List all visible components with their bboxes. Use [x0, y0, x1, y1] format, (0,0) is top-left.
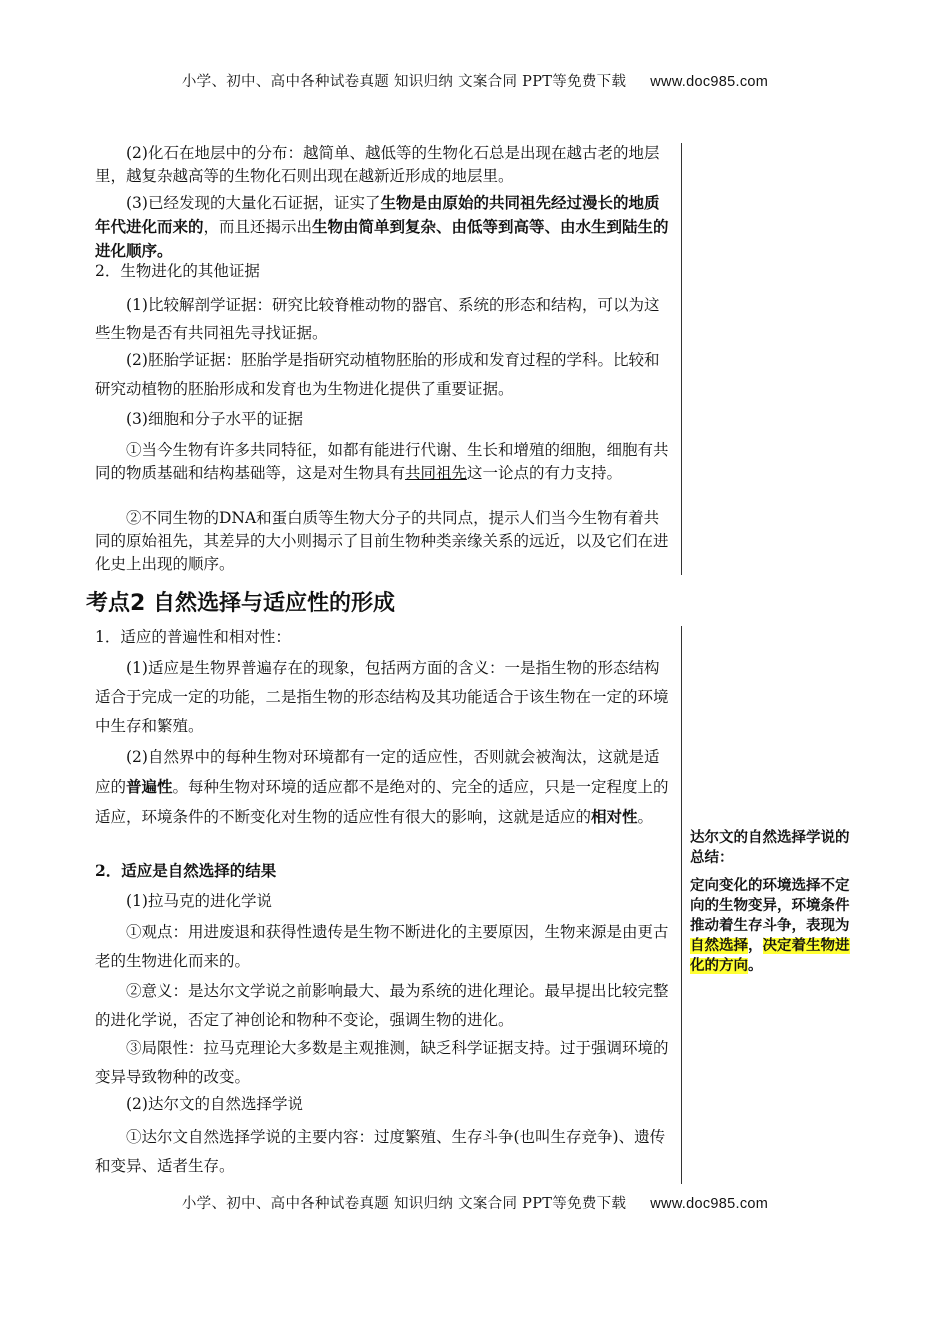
section-title: 考点2 自然选择与适应性的形成 — [86, 591, 395, 616]
darwin-content-paragraph: ①达尔文自然选择学说的主要内容：过度繁殖、生存斗争(也叫生存竞争)、遗传和变异、适者生存。 — [95, 1128, 666, 1175]
fossil-evidence-mid: ，而且还揭示出 — [203, 218, 313, 236]
sidenote-separator: ， — [748, 938, 763, 954]
fossil-evidence-prefix: (3)已经发现的大量化石证据，证实了 — [126, 194, 381, 212]
fossil-evidence-bold2: 生物由简单到复杂、由低等到高等、由水生到陆生的进化顺序。 — [95, 217, 669, 260]
page-footer — [0, 1192, 950, 1213]
adaptation-2-bold-relativity: 相对性 — [591, 807, 638, 826]
margin-rule-bottom — [681, 626, 682, 1184]
footer-text: 小学、初中、高中各种试卷真题 知识归纳 文案合同 PPT等免费下载 — [181, 1196, 627, 1212]
adaptation-paragraph-1: (1)适应是生物界普遍存在的现象，包括两方面的含义：一是指生物的形态结构适合于完成一定的功能，二是指生物的形态结构及其功能适合于该生物在一定的环境中生存和繁殖。 — [95, 659, 669, 735]
fossil-evidence-paragraph — [95, 191, 673, 263]
sidenote-body — [690, 876, 860, 976]
header-site-link[interactable]: www.doc985.com — [650, 74, 769, 90]
comparative-anatomy-paragraph: (1)比较解剖学证据：研究比较脊椎动物的器官、系统的形态和结构，可以为这些生物是否有共同祖先寻找证据。 — [95, 296, 660, 342]
lamarck-view-paragraph: ①观点：用进废退和获得性遗传是生物不断进化的主要原因，生物来源是由更古老的生物进化而来的。 — [95, 923, 669, 970]
adaptation-2-bold-universality: 普遍性 — [126, 777, 173, 796]
footer-site-link[interactable]: www.doc985.com — [650, 1196, 769, 1212]
adaptation-2-part-a: (2)自然界中的每种生物对环境都有一定的适应性，否则就会被淘汰，这就是适应的 — [95, 748, 660, 796]
cell-evidence-1-underline: 共同祖先 — [405, 464, 468, 482]
cell-evidence-1-prefix: ①当今生物有许多共同特征，如都有能进行代谢、生长和增殖的细胞，细胞有共同的物质基础和结构基础等，这是对生物具有 — [95, 441, 669, 482]
page-header — [0, 70, 950, 91]
embryology-paragraph: (2)胚胎学证据：胚胎学是指研究动植物胚胎的形成和发育过程的学科。比较和研究动植物的胚胎形成和发育也为生物进化提供了重要证据。 — [95, 351, 660, 398]
cell-molecular-title: (3)细胞和分子水平的证据 — [126, 410, 303, 428]
adaptation-heading: 1．适应的普遍性和相对性： — [95, 628, 291, 646]
sidenote-title: 达尔文的自然选择学说的总结： — [690, 830, 850, 866]
cell-evidence-2-paragraph: ②不同生物的DNA和蛋白质等生物大分子的共同点，提示人们当今生物有着共同的原始祖先，其差异的大小则揭示了目前生物种类亲缘关系的远近，以及它们在进化史上出现的顺序。 — [95, 509, 669, 573]
cell-evidence-1-paragraph — [95, 439, 673, 485]
sidenote-highlight-natural-selection: 自然选择 — [690, 938, 748, 954]
sidenote-highlight-direction: 决定着生物进化的方向 — [690, 938, 850, 974]
darwin-title: (2)达尔文的自然选择学说 — [126, 1095, 303, 1113]
lamarck-limitation-paragraph: ③局限性：拉马克理论大多数是主观推测，缺乏科学证据支持。过于强调环境的变异导致物种的改变。 — [95, 1039, 669, 1086]
adaptation-2-part-c: 。每种生物对环境的适应都不是绝对的、完全的适应，只是一定程度上的适应，环境条件的不断变化对生物的适应性有很大的影响，这就是适应的 — [95, 778, 669, 826]
lamarck-significance-paragraph: ②意义：是达尔文学说之前影响最大、最为系统的进化理论。最早提出比较完整的进化学说，否定了神创论和物种不变论，强调生物的进化。 — [95, 982, 669, 1029]
fossil-distribution-paragraph: (2)化石在地层中的分布：越简单、越低等的生物化石总是出现在越古老的地层里，越复杂越高等的生物化石则出现在越新近形成的地层里。 — [95, 144, 660, 185]
sidenote-end: 。 — [748, 958, 763, 974]
header-text: 小学、初中、高中各种试卷真题 知识归纳 文案合同 PPT等免费下载 — [181, 74, 627, 90]
other-evidence-heading: 2．生物进化的其他证据 — [95, 262, 260, 280]
natural-selection-heading: 2．适应是自然选择的结果 — [95, 861, 277, 880]
adaptation-2-end: 。 — [637, 808, 654, 826]
cell-evidence-1-suffix: 这一论点的有力支持。 — [467, 464, 623, 482]
margin-rule-top — [681, 143, 682, 575]
lamarck-title: (1)拉马克的进化学说 — [126, 892, 272, 910]
adaptation-paragraph-2 — [95, 743, 673, 832]
sidenote-body-text: 定向变化的环境选择不定向的生物变异，环境条件推动着生存斗争，表现为 — [690, 878, 850, 934]
fossil-evidence-bold1: 生物是由原始的共同祖先经过漫长的地质年代进化而来的 — [95, 193, 660, 236]
